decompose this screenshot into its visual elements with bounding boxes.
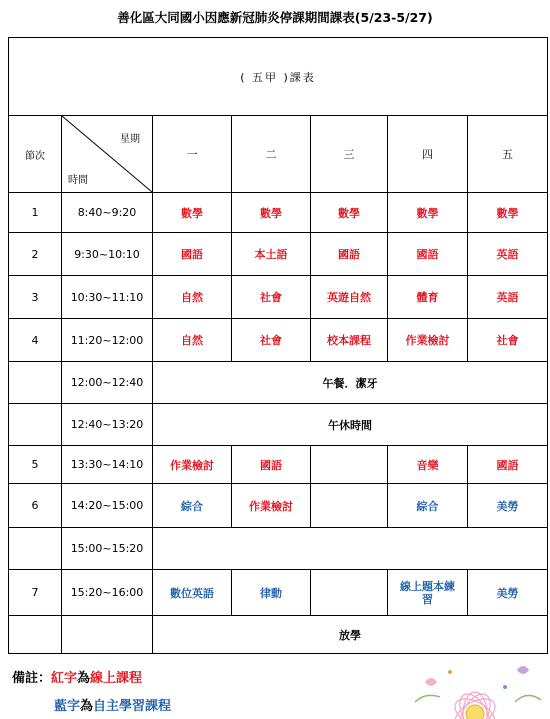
day-header-wed: 三 [311, 116, 388, 193]
subject-cell-wed [311, 484, 388, 528]
header-row [9, 116, 548, 193]
subject-cell-fri: 數學 [468, 193, 548, 233]
subject-cell-tue: 國語 [232, 446, 311, 484]
merged-activity-cell [153, 528, 548, 570]
period-number: 5 [9, 446, 62, 484]
period-number: 1 [9, 193, 62, 233]
online-course-desc: 線上課程 [90, 671, 143, 686]
merged-activity-cell: 午餐．潔牙 [153, 362, 548, 404]
table-row [9, 193, 548, 233]
subject-cell-thu: 作業檢討 [388, 319, 468, 362]
table-row [9, 446, 548, 484]
merged-activity-cell: 放學 [153, 616, 548, 654]
subject-cell-mon: 作業檢討 [153, 446, 232, 484]
red-text-word: 紅字 [51, 671, 78, 686]
period-number: 2 [9, 233, 62, 276]
subject-cell-tue: 作業檢討 [232, 484, 311, 528]
blue-mid: 為 [80, 699, 94, 714]
red-mid: 為 [77, 671, 91, 686]
self-study-desc: 自主學習課程 [93, 699, 172, 714]
period-number [9, 616, 62, 654]
timetable [8, 37, 548, 654]
subject-cell-tue: 社會 [232, 276, 311, 319]
subject-cell-wed: 數學 [311, 193, 388, 233]
period-number [9, 404, 62, 446]
table-row [9, 616, 548, 654]
period-number: 7 [9, 570, 62, 616]
day-header-fri: 五 [468, 116, 548, 193]
subject-cell-thu: 線上題本練習 [388, 570, 468, 616]
blue-text-word: 藍字 [54, 699, 81, 714]
merged-activity-cell: 午休時間 [153, 404, 548, 446]
subject-cell-wed [311, 570, 388, 616]
subject-cell-thu: 體育 [388, 276, 468, 319]
time-range: 15:20~16:00 [62, 570, 153, 616]
notes-label: 備註： [12, 671, 52, 686]
weekday-time-header [62, 116, 153, 193]
subject-cell-fri: 美勞 [468, 570, 548, 616]
table-row [9, 362, 548, 404]
period-number: 6 [9, 484, 62, 528]
table-row [9, 404, 548, 446]
day-header-mon: 一 [153, 116, 232, 193]
time-range: 12:40~13:20 [62, 404, 153, 446]
time-range: 15:00~15:20 [62, 528, 153, 570]
table-row [9, 528, 548, 570]
time-range: 9:30~10:10 [62, 233, 153, 276]
table-row [9, 276, 548, 319]
time-range: 8:40~9:20 [62, 193, 153, 233]
subject-cell-tue: 社會 [232, 319, 311, 362]
period-header: 節次 [9, 116, 62, 193]
subject-cell-mon: 數學 [153, 193, 232, 233]
subject-cell-tue: 律動 [232, 570, 311, 616]
subject-cell-wed: 國語 [311, 233, 388, 276]
day-header-tue: 二 [232, 116, 311, 193]
subject-cell-thu: 國語 [388, 233, 468, 276]
day-header-thu: 四 [388, 116, 468, 193]
subject-cell-mon: 國語 [153, 233, 232, 276]
time-label: 時間 [68, 175, 88, 186]
subject-cell-fri: 英語 [468, 233, 548, 276]
table-row [9, 233, 548, 276]
subject-cell-tue: 數學 [232, 193, 311, 233]
table-row [9, 484, 548, 528]
period-number [9, 528, 62, 570]
time-range: 14:20~15:00 [62, 484, 153, 528]
time-range: 12:00~12:40 [62, 362, 153, 404]
class-title: ( 五甲 )課表 [9, 38, 548, 116]
table-row [9, 570, 548, 616]
time-range: 11:20~12:00 [62, 319, 153, 362]
subject-cell-thu: 音樂 [388, 446, 468, 484]
subject-cell-thu: 數學 [388, 193, 468, 233]
subject-cell-fri: 美勞 [468, 484, 548, 528]
subject-cell-fri: 英語 [468, 276, 548, 319]
subject-cell-thu: 綜合 [388, 484, 468, 528]
subject-cell-wed [311, 446, 388, 484]
subject-cell-mon: 自然 [153, 276, 232, 319]
weekday-label: 星期 [120, 134, 140, 145]
notes [12, 667, 172, 714]
period-number [9, 362, 62, 404]
period-number: 3 [9, 276, 62, 319]
period-number: 4 [9, 319, 62, 362]
document-title: 善化區大同國小因應新冠肺炎停課期間課表(5/23-5/27) [117, 10, 433, 25]
table-row [9, 319, 548, 362]
subject-cell-tue: 本土語 [232, 233, 311, 276]
subject-cell-mon: 自然 [153, 319, 232, 362]
subject-cell-wed: 英遊自然 [311, 276, 388, 319]
subject-cell-mon: 數位英語 [153, 570, 232, 616]
time-range: 10:30~11:10 [62, 276, 153, 319]
flower-decoration-icon [405, 652, 545, 719]
subject-cell-fri: 國語 [468, 446, 548, 484]
time-range [62, 616, 153, 654]
subject-cell-fri: 社會 [468, 319, 548, 362]
time-range: 13:30~14:10 [62, 446, 153, 484]
subject-cell-mon: 綜合 [153, 484, 232, 528]
subject-cell-wed: 校本課程 [311, 319, 388, 362]
